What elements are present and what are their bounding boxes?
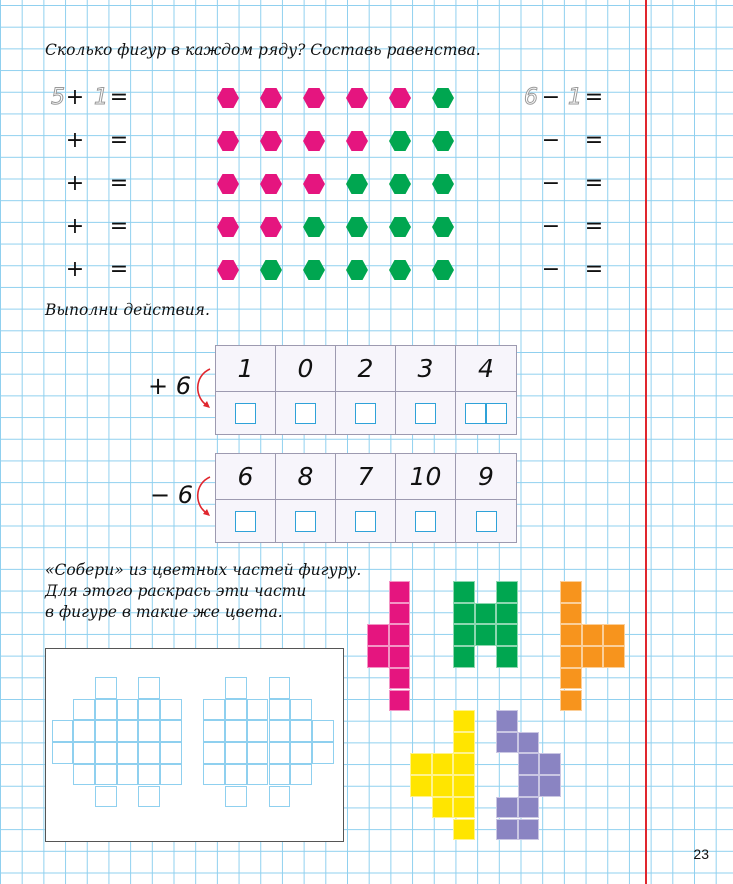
outline-cell[interactable] xyxy=(138,699,160,721)
outline-cell[interactable] xyxy=(225,720,247,742)
purple-piece-cell xyxy=(518,732,540,754)
outline-cell[interactable] xyxy=(117,764,139,786)
addition-table xyxy=(215,345,517,435)
answer-cell xyxy=(216,392,276,434)
number-cell xyxy=(396,454,456,500)
magenta-piece-cell xyxy=(389,624,411,646)
magenta-piece-cell xyxy=(389,690,411,712)
orange-piece-cell xyxy=(582,624,604,646)
number-cell xyxy=(456,346,516,392)
purple-piece-cell xyxy=(539,753,561,775)
equals-sign: = xyxy=(109,171,129,196)
task3-instruction-line-3: в фигуре в такие же цвета. xyxy=(45,603,283,621)
outline-cell[interactable] xyxy=(138,786,160,808)
outline-cell[interactable] xyxy=(203,699,225,721)
outline-cell[interactable] xyxy=(117,742,139,764)
hexagon-pink xyxy=(303,88,325,108)
outline-cell[interactable] xyxy=(73,764,95,786)
answer-cell xyxy=(456,500,516,542)
hexagon-green xyxy=(260,260,282,280)
hexagon-green xyxy=(432,217,454,237)
example-minus-operand-a: 6 xyxy=(524,85,538,110)
outline-cell[interactable] xyxy=(95,764,117,786)
yellow-piece-cell xyxy=(453,797,475,819)
purple-piece-cell xyxy=(496,797,518,819)
outline-cell[interactable] xyxy=(269,742,291,764)
outline-cell[interactable] xyxy=(225,764,247,786)
outline-cell[interactable] xyxy=(160,720,182,742)
outline-cell[interactable] xyxy=(95,742,117,764)
minus-sign: − xyxy=(541,128,561,153)
outline-cell[interactable] xyxy=(247,742,269,764)
hexagon-green xyxy=(346,260,368,280)
hexagon-pink xyxy=(260,174,282,194)
example-minus-operand-b: 1 xyxy=(568,85,582,110)
answer-cell xyxy=(216,500,276,542)
outline-cell[interactable] xyxy=(247,764,269,786)
orange-piece-cell xyxy=(603,646,625,668)
magenta-piece-cell xyxy=(389,668,411,690)
equals-sign: = xyxy=(109,85,129,110)
green-piece-cell xyxy=(453,603,475,625)
outline-cell[interactable] xyxy=(95,786,117,808)
yellow-piece-cell xyxy=(432,753,454,775)
yellow-piece-cell xyxy=(453,775,475,797)
example-plus-operand-a: 5 xyxy=(51,85,65,110)
green-piece-cell xyxy=(496,624,518,646)
task1-instruction: Сколько фигур в каждом ряду? Составь равенства. xyxy=(45,41,481,59)
yellow-piece-cell xyxy=(410,753,432,775)
hexagon-green xyxy=(389,260,411,280)
purple-piece-cell xyxy=(496,710,518,732)
outline-cell[interactable] xyxy=(160,742,182,764)
number-cell xyxy=(276,454,336,500)
outline-cell[interactable] xyxy=(73,699,95,721)
answer-box[interactable] xyxy=(355,403,376,424)
hexagon-pink xyxy=(217,131,239,151)
purple-piece-cell xyxy=(518,753,540,775)
hexagon-pink xyxy=(217,260,239,280)
number-cell xyxy=(216,346,276,392)
equals-sign: = xyxy=(584,85,604,110)
answer-cell xyxy=(276,392,336,434)
yellow-piece-cell xyxy=(453,710,475,732)
outline-cell[interactable] xyxy=(225,677,247,699)
minus-sign: − xyxy=(541,85,561,110)
outline-cell[interactable] xyxy=(290,742,312,764)
outline-cell[interactable] xyxy=(312,720,334,742)
purple-piece-cell xyxy=(518,775,540,797)
subtraction-table xyxy=(215,453,517,543)
number-value: 8 xyxy=(297,462,314,491)
answer-cell xyxy=(336,500,396,542)
hexagon-green xyxy=(389,131,411,151)
number-value: 4 xyxy=(478,354,494,383)
minus-sign: − xyxy=(541,214,561,239)
hexagon-pink xyxy=(217,217,239,237)
add-operator-label: + 6 xyxy=(148,372,192,400)
purple-piece-cell xyxy=(518,797,540,819)
answer-box[interactable] xyxy=(295,511,316,532)
number-cell xyxy=(276,346,336,392)
outline-cell[interactable] xyxy=(269,786,291,808)
outline-cell[interactable] xyxy=(225,699,247,721)
outline-cell[interactable] xyxy=(95,699,117,721)
outline-cell[interactable] xyxy=(269,720,291,742)
hexagon-pink xyxy=(303,174,325,194)
task2-instruction: Выполни действия. xyxy=(45,301,210,319)
purple-piece-cell xyxy=(518,819,540,841)
green-piece-cell xyxy=(475,624,497,646)
answer-cell xyxy=(276,500,336,542)
outline-cell[interactable] xyxy=(290,720,312,742)
green-piece-cell xyxy=(453,581,475,603)
hexagon-green xyxy=(389,174,411,194)
orange-piece-cell xyxy=(560,646,582,668)
yellow-piece-cell xyxy=(453,753,475,775)
outline-cell[interactable] xyxy=(247,699,269,721)
number-value: 10 xyxy=(409,462,442,491)
hexagon-pink xyxy=(346,131,368,151)
magenta-piece-cell xyxy=(389,646,411,668)
equals-sign: = xyxy=(584,171,604,196)
hexagon-green xyxy=(432,260,454,280)
plus-sign: + xyxy=(65,85,85,110)
equals-sign: = xyxy=(109,214,129,239)
number-value: 7 xyxy=(357,462,374,491)
outline-cell[interactable] xyxy=(73,720,95,742)
answer-box[interactable] xyxy=(235,511,256,532)
yellow-piece-cell xyxy=(432,775,454,797)
green-piece-cell xyxy=(475,603,497,625)
outline-cell[interactable] xyxy=(138,742,160,764)
hexagon-green xyxy=(303,217,325,237)
green-piece-cell xyxy=(496,581,518,603)
outline-cell[interactable] xyxy=(117,720,139,742)
hexagon-pink xyxy=(389,88,411,108)
sub-operator-label: − 6 xyxy=(150,481,194,509)
answer-box[interactable] xyxy=(415,403,436,424)
magenta-piece-cell xyxy=(389,581,411,603)
equals-sign: = xyxy=(584,128,604,153)
answer-cell xyxy=(396,500,456,542)
outline-cell[interactable] xyxy=(52,720,74,742)
purple-piece-cell xyxy=(496,732,518,754)
plus-sign: + xyxy=(65,214,85,239)
orange-piece-cell xyxy=(560,624,582,646)
orange-piece-cell xyxy=(603,624,625,646)
hexagon-green xyxy=(432,174,454,194)
outline-cell[interactable] xyxy=(312,742,334,764)
number-value: 3 xyxy=(417,354,434,383)
task3-instruction-line-2: Для этого раскрась эти части xyxy=(45,582,307,600)
orange-piece-cell xyxy=(560,603,582,625)
answer-box[interactable] xyxy=(295,403,316,424)
number-cell xyxy=(336,346,396,392)
outline-cell[interactable] xyxy=(95,720,117,742)
outline-cell[interactable] xyxy=(160,764,182,786)
number-value: 0 xyxy=(297,354,314,383)
number-cell xyxy=(456,454,516,500)
plus-sign: + xyxy=(65,128,85,153)
example-plus-operand-b: 1 xyxy=(94,85,108,110)
outline-cell[interactable] xyxy=(203,764,225,786)
outline-cell[interactable] xyxy=(160,699,182,721)
outline-cell[interactable] xyxy=(203,720,225,742)
answer-box[interactable] xyxy=(465,403,507,424)
answer-box[interactable] xyxy=(355,511,376,532)
equals-sign: = xyxy=(109,128,129,153)
hexagon-pink xyxy=(346,88,368,108)
yellow-piece-cell xyxy=(453,819,475,841)
orange-piece-cell xyxy=(582,646,604,668)
answer-box[interactable] xyxy=(235,403,256,424)
answer-box[interactable] xyxy=(476,511,497,532)
outline-cell[interactable] xyxy=(52,742,74,764)
plus-sign: + xyxy=(65,257,85,282)
green-piece-cell xyxy=(453,624,475,646)
hexagon-green xyxy=(303,260,325,280)
hexagon-green xyxy=(389,217,411,237)
page-margin-line xyxy=(645,0,647,884)
number-value: 6 xyxy=(237,462,254,491)
hexagon-pink xyxy=(260,88,282,108)
outline-cell[interactable] xyxy=(138,677,160,699)
number-cell xyxy=(336,454,396,500)
magenta-piece-cell xyxy=(367,624,389,646)
hexagon-green xyxy=(432,131,454,151)
orange-piece-cell xyxy=(560,668,582,690)
green-piece-cell xyxy=(496,603,518,625)
outline-cell[interactable] xyxy=(269,699,291,721)
hexagon-pink xyxy=(260,131,282,151)
purple-piece-cell xyxy=(539,775,561,797)
outline-cell[interactable] xyxy=(95,677,117,699)
equals-sign: = xyxy=(584,257,604,282)
outline-cell[interactable] xyxy=(138,720,160,742)
hexagon-pink xyxy=(217,174,239,194)
outline-cell[interactable] xyxy=(138,764,160,786)
number-cell xyxy=(396,346,456,392)
outline-cell[interactable] xyxy=(225,786,247,808)
equals-sign: = xyxy=(584,214,604,239)
number-value: 9 xyxy=(478,462,494,491)
outline-cell[interactable] xyxy=(225,742,247,764)
yellow-piece-cell xyxy=(453,732,475,754)
minus-sign: − xyxy=(541,171,561,196)
number-value: 2 xyxy=(357,354,374,383)
green-piece-cell xyxy=(496,646,518,668)
orange-piece-cell xyxy=(560,690,582,712)
hexagon-pink xyxy=(260,217,282,237)
magenta-piece-cell xyxy=(367,646,389,668)
outline-cell[interactable] xyxy=(269,764,291,786)
yellow-piece-cell xyxy=(432,797,454,819)
outline-cell[interactable] xyxy=(117,699,139,721)
orange-piece-cell xyxy=(560,581,582,603)
hexagon-green xyxy=(346,174,368,194)
hexagon-green xyxy=(346,217,368,237)
equals-sign: = xyxy=(109,257,129,282)
yellow-piece-cell xyxy=(410,775,432,797)
answer-cell xyxy=(396,392,456,434)
outline-cell[interactable] xyxy=(247,720,269,742)
answer-box[interactable] xyxy=(415,511,436,532)
purple-piece-cell xyxy=(496,819,518,841)
hexagon-pink xyxy=(303,131,325,151)
outline-cell[interactable] xyxy=(203,742,225,764)
plus-sign: + xyxy=(65,171,85,196)
outline-cell[interactable] xyxy=(290,764,312,786)
page-number: 23 xyxy=(693,846,709,862)
outline-cell[interactable] xyxy=(73,742,95,764)
outline-cell[interactable] xyxy=(269,677,291,699)
answer-cell xyxy=(336,392,396,434)
task3-instruction-line-1: «Собери» из цветных частей фигуру. xyxy=(45,561,362,579)
minus-sign: − xyxy=(541,257,561,282)
outline-cell[interactable] xyxy=(290,699,312,721)
green-piece-cell xyxy=(453,646,475,668)
number-value: 1 xyxy=(237,354,254,383)
hexagon-green xyxy=(432,88,454,108)
magenta-piece-cell xyxy=(389,603,411,625)
hexagon-pink xyxy=(217,88,239,108)
answer-cell xyxy=(456,392,516,434)
number-cell xyxy=(216,454,276,500)
